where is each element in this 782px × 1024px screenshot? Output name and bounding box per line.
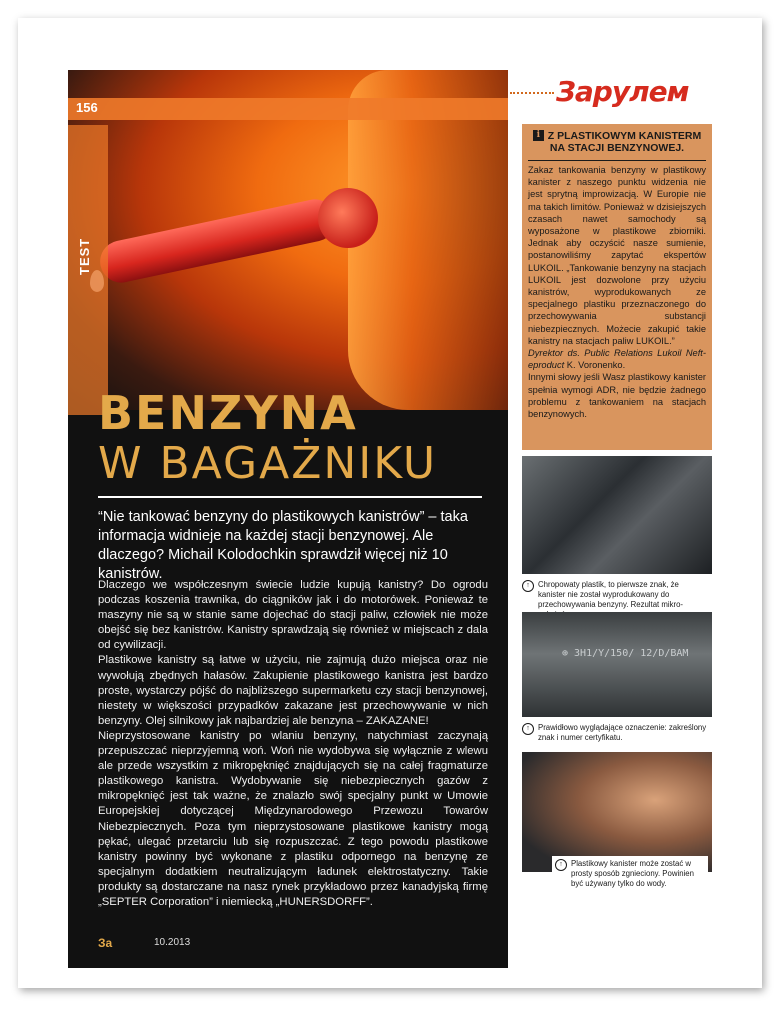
arrow-up-icon: ↑ — [522, 723, 534, 735]
brand-leader-dots — [510, 92, 554, 94]
info-text — [528, 164, 706, 420]
info-icon: i — [533, 130, 544, 141]
paragraph: Nieprzystosowane kanistry po wlaniu benzyny, natychmiast zaczynają przepuszczać nieprzyjemną woń. Woń nie wydobywa się wyłącznie z wlewu ale przede wszystkim z mikropęknięć znajdujących się na całej fragmaturze plastikowego kanistra. Wydobywanie się niebezpiecznych gazów z mikropęknięć jest tak ważne, że znalazło swój specjalny punkt w Umowie Europejskiej dotyczącej Międzynarodowego Przewozu Towarów Niebezpiecznych. Poza tym nieprzystosowane plastikowe kanistry mogą pękać, ulegać przetarciu lub się rozpuszczać. Z tego powodu plastikowe kanistry powinny być wykonane z plastiku odpornego na benzynę ze specjalnym dodatkiem neutralizującym ładunek elektrostatyczny. Takie produkty są dostarczane na nasz rynek przykładowo przez kanadyjską firmę „SEPTER Corporation” i niemiecką „HUNERSDORFF”. — [98, 729, 488, 908]
article-title-line2: W BAGAŻNIKU — [98, 438, 438, 489]
arrow-up-icon: ↑ — [555, 859, 567, 871]
photo-crushed-can — [522, 752, 712, 888]
hero-photo-fuel-can — [68, 70, 508, 410]
title-divider — [98, 496, 482, 498]
section-tag-label: TEST — [77, 237, 92, 275]
info-heading-text: Z PLASTIKOWYM KANISTERM NA STACJI BENZYNOWEJ. — [547, 130, 702, 154]
article-title-line1: BENZYNA — [98, 386, 358, 440]
magazine-page — [18, 18, 762, 988]
info-divider — [528, 160, 706, 161]
footer-brand: За — [98, 936, 113, 950]
fuel-can-shape — [348, 70, 508, 410]
photo-rough-plastic — [522, 456, 712, 574]
caption-text: Plastikowy kanister może zostać w prosty sposób zgnieciony. Powinien być używany tylko do wody. — [571, 859, 694, 888]
photo-caption — [552, 856, 708, 892]
info-heading — [528, 130, 706, 154]
magazine-logo: Зарулем — [556, 75, 689, 108]
section-tag — [68, 125, 108, 415]
article-column — [68, 70, 508, 968]
photo-block-1 — [522, 456, 712, 620]
paragraph: Plastikowe kanistry są łatwe w użyciu, nie zajmują dużo miejsca oraz nie wywołują zbędnych hałasów. Zakupienie plastikowego kanistra jest bardzo proste, wystarczy pójść do najbliższego supermarketu czy stacji benzynowej, niestety w większości przypadków zakazane jest przechowywanie w nich benzyny. Olej silnikowy jak najbardziej ale benzyna – ZAKAZANE! — [98, 654, 488, 727]
photo-caption — [522, 717, 712, 743]
page-number: 156 — [76, 100, 98, 115]
page-number-bar — [68, 98, 508, 120]
footer-date: 10.2013 — [154, 937, 191, 948]
arrow-up-icon: ↑ — [522, 580, 534, 592]
photo-block-3 — [522, 752, 712, 888]
info-signature — [528, 347, 706, 371]
photo-block-2 — [522, 612, 712, 743]
caption-text: Chropowaty plastik, to pierwsze znak, że kanister nie został wyprodukowany do przechowywania benzyny. Rezultat mikro- — [538, 580, 684, 609]
info-paragraph: Zakaz tankowania benzyny w plastikowy kanister z naszego punktu widzenia nie jest sprytną improwizacją. W Europie nie ma takich limitów. Ponieważ w dzisiejszych czasach nawet samochody są wyposażone w plastikowe zbiorniki. Jednak aby oczyścić nasze sumienie, postanowiliśmy zapytać ekspertów LUKOIL. „Tankowanie benzyny na stacjach LUKOIL jest dozwolone przy użyciu kanistrów, wyprodukowanych ze specjalnego plastiku przeznaczonego do przechowywania substancji niebezpiecznych. Możecie zakupić takie kanistry na stacjach paliw LUKOIL.” — [528, 165, 706, 346]
info-box — [522, 124, 712, 450]
paragraph: Dlaczego we współczesnym świecie ludzie kupują kanistry? Do ogrodu podczas koszenia trawnika, do ciągników jak i do motorówek. Ponieważ te maszyny nie są w stanie same dojechać do stacji paliw, człowiek nie może obejść się bez kanistrów. Kanistry sprawdzają się również w miejscach z dala od cywilizacji. — [98, 579, 488, 652]
info-paragraph: Innymi słowy jeśli Wasz plastikowy kanister spełnia wymogi ADR, nie będzie żadnego problemu z tankowaniem na stacjach benzynowych. — [528, 372, 706, 420]
signature-name: K. Voronenko. — [564, 360, 626, 371]
caption-text: Prawidłowo wyglądające oznaczenie: zakreślony znak i numer certyfikatu. — [538, 723, 707, 742]
nozzle-shape — [318, 188, 378, 248]
article-lead: “Nie tankować benzyny do plastikowych kanistrów” – taka informacja widnieje na każdej stacji benzynowej. Ale dlaczego? Michail Kolodochkin sprawdził więcej niż 10 kanistrów. — [98, 509, 468, 582]
signature-title: Dyrektor ds. Public Relations Lukoil Neft-eproduct — [528, 348, 706, 371]
photo-certification-mark — [522, 612, 712, 717]
certification-stamp: ⊕ 3H1/Y/150/ 12/D/BAM — [562, 648, 689, 659]
article-body — [98, 578, 488, 910]
hose-shape — [96, 196, 339, 287]
